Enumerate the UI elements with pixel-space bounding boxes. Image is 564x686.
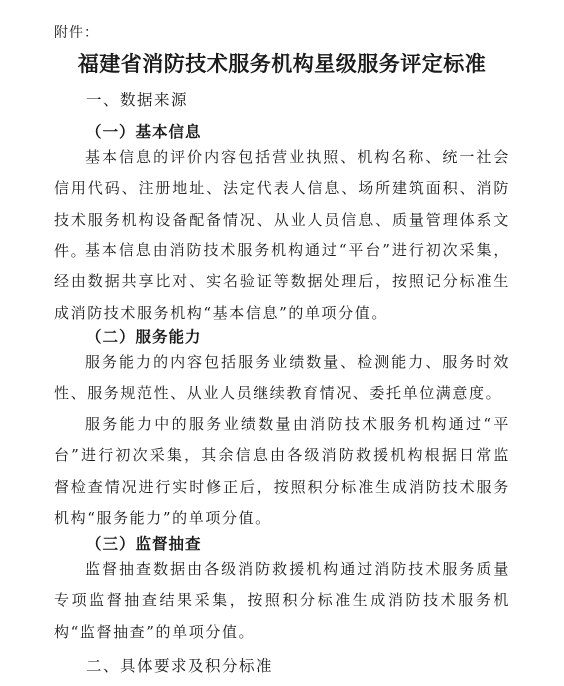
paragraph-service-capability-content: 服务能力的内容包括服务业绩数量、检测能力、服务时效性、服务规范性、从业人员继续教育情况、委托单位满意度。 — [54, 353, 510, 403]
subsection-heading-basic-info: （一）基本信息 — [86, 122, 202, 141]
attachment-label: 附件： — [54, 25, 99, 41]
subsection-heading-service-capability: （二）服务能力 — [86, 327, 202, 346]
paragraph-supervision-content: 监督抽查数据由各级消防救援机构通过消防技术服务质量专项监督抽查结果采集，按照积分标准生成消防技术服务机构“监督抽查”的单项分值。 — [54, 560, 510, 641]
paragraph-basic-info-collection: 基本信息由消防技术服务机构通过“平台”进行初次采集，经由数据共享比对、实名验证等数据处理后，按照记分标准生成消防技术服务机构“基本信息”的单项分值。 — [54, 241, 510, 322]
subsection-heading-supervision: （三）监督抽查 — [86, 534, 202, 553]
document-title: 福建省消防技术服务机构星级服务评定标准 — [77, 51, 487, 76]
paragraph-service-capability-collection: 服务能力中的服务业绩数量由消防技术服务机构通过“平台”进行初次采集，其余信息由各级消防救援机构根据日常监督检查情况进行实时修正后，按照积分标准生成消防技术服务机构“服务能力”的单项分值。 — [54, 415, 510, 527]
paragraph-basic-info-content: 基本信息的评价内容包括营业执照、机构名称、统一社会信用代码、注册地址、法定代表人信息、场所建筑面积、消防技术服务机构设备配备情况、从业人员信息、质量管理体系文件。 — [54, 148, 510, 260]
section-heading-requirements: 二、具体要求及积分标准 — [86, 657, 274, 675]
section-heading-data-source: 一、数据来源 — [86, 91, 189, 109]
